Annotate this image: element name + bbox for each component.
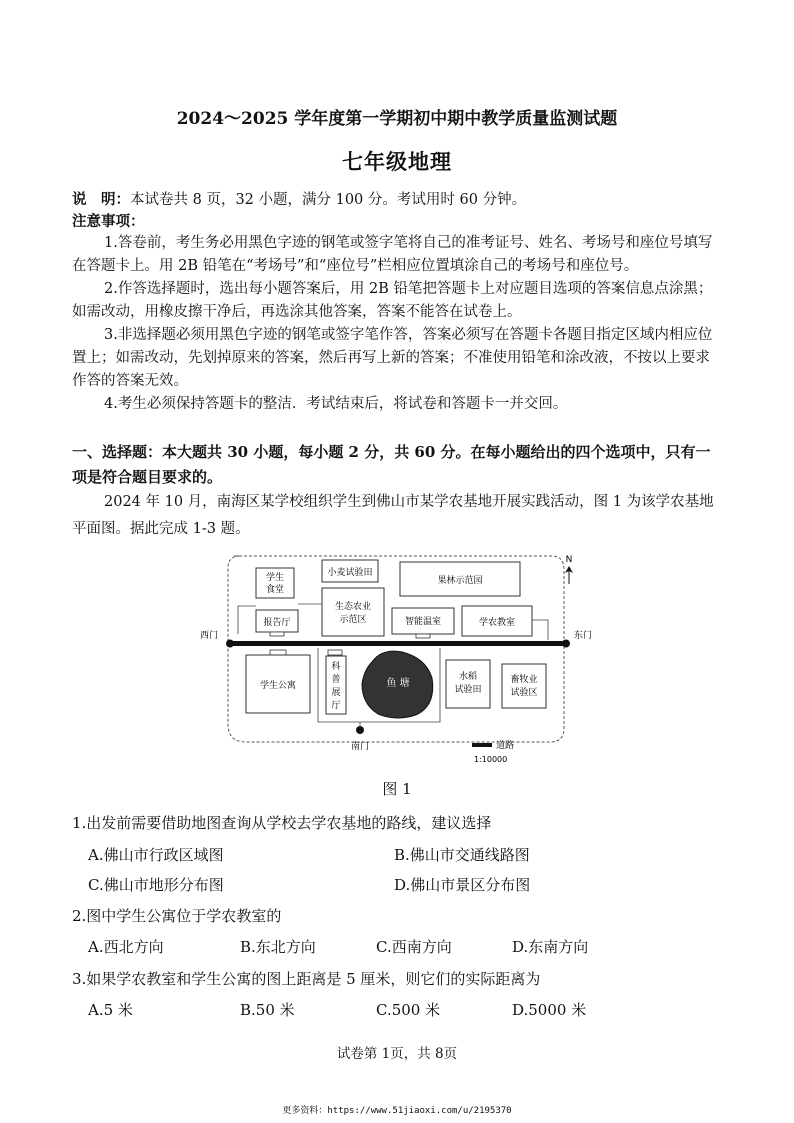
path-west <box>238 606 256 634</box>
dorm-label: 学生公寓 <box>259 681 297 691</box>
notice-list <box>72 232 722 416</box>
scale-label: 1:10000 <box>474 755 508 764</box>
wheat-label: 小麦试验田 <box>327 568 373 578</box>
notice-item: 3.非选择题必须用黑色字迹的钢笔或签字笔作答，答案必须写在答题卡各题目指定区域内相应位置上；如需改动，先划掉原来的答案，然后再写上新的答案；不准使用铅笔和涂改液，不按以上要求作答的答案无效。 <box>72 327 713 389</box>
livestock-area <box>502 664 546 708</box>
south-gate-marker <box>356 726 364 734</box>
section-heading: 一、选择题：本大题共 30 小题，每小题 2 分，共 60 分。在每小题给出的四个选项中，只有一项是符合题目要求的。 <box>72 443 711 486</box>
legend-road-swatch <box>472 743 492 747</box>
description-text: 本试卷共 8 页，32 小题，满分 100 分。考试用时 60 分钟。 <box>130 192 527 208</box>
classroom-label: 学农教室 <box>478 618 516 628</box>
science-label-1: 科 <box>331 662 341 672</box>
path-east <box>532 620 548 640</box>
pond-label: 鱼 塘 <box>386 678 410 689</box>
notice-label: 注意事项： <box>72 213 145 230</box>
option: D.东南方向 <box>512 938 589 956</box>
description-label: 说 明： <box>72 191 130 208</box>
subject-title: 七年级地理 <box>342 149 452 174</box>
question-stem: 3.如果学农教室和学生公寓的图上距离是 5 厘米，则它们的实际距离为 <box>72 970 541 988</box>
main-title: 2024～2025 学年度第一学期初中期中教学质量监测试题 <box>176 109 618 129</box>
option: A.西北方向 <box>88 938 164 956</box>
east-gate-label: 东门 <box>574 631 593 641</box>
option: C.西南方向 <box>376 938 452 956</box>
notice-item: 1.答卷前，考生务必用黑色字迹的钢笔或签字笔将自己的准考证号、姓名、考场号和座位号填写在答题卡上。用 2B 铅笔在“考场号”和“座位号”栏相应位置填涂自己的考场号和座位号。 <box>72 235 713 274</box>
option: B.佛山市交通线路图 <box>394 846 530 864</box>
dorm-door <box>270 650 286 655</box>
section-intro: 2024 年 10 月，南海区某学校组织学生到佛山市某学农基地开展实践活动，图 1 为该学农基地平面图。据此完成 1-3 题。 <box>72 494 714 537</box>
eco-label-1: 生态农业 <box>334 602 372 612</box>
livestock-label-1: 畜牧业 <box>510 675 538 685</box>
rice-label-1: 水稻 <box>458 672 478 682</box>
figure-caption: 图 1 <box>382 780 412 798</box>
west-gate-label: 西门 <box>200 631 219 641</box>
north-label: N <box>565 555 573 565</box>
greenhouse-label: 智能温室 <box>404 617 442 627</box>
orchard-label: 果林示范园 <box>437 576 483 586</box>
option: B.50 米 <box>240 1001 295 1019</box>
option: C.佛山市地形分布图 <box>88 876 224 894</box>
science-label-2: 普 <box>331 675 341 685</box>
notice-item: 4.考生必须保持答题卡的整洁．考试结束后，将试卷和答题卡一并交回。 <box>104 396 568 412</box>
notice-item: 2.作答选择题时，选出每小题答案后，用 2B 铅笔把答题卡上对应题目选项的答案信息点涂黑；如需改动，用橡皮擦干净后，再选涂其他答案，答案不能答在试卷上。 <box>72 281 713 320</box>
option: D.5000 米 <box>512 1001 587 1019</box>
question-stem: 2.图中学生公寓位于学农教室的 <box>72 907 282 925</box>
rice-field <box>446 660 490 708</box>
rice-label-2: 试验田 <box>454 685 482 695</box>
description-line <box>72 188 722 212</box>
eco-label-2: 示范区 <box>339 615 367 625</box>
watermark-link[interactable]: 更多资料：https://www.51jiaoxi.com/u/2195370 <box>282 1106 512 1116</box>
legend-road-label: 道路 <box>496 741 515 751</box>
option: C.500 米 <box>376 1001 441 1019</box>
farm-base-map <box>200 548 593 770</box>
science-label-3: 展 <box>331 688 341 698</box>
science-hall-door <box>328 650 342 655</box>
science-label-4: 厅 <box>331 701 341 711</box>
greenhouse-door <box>416 634 430 638</box>
option: A.5 米 <box>88 1001 133 1019</box>
west-gate-marker <box>226 640 234 648</box>
canteen-label-1: 学生 <box>265 573 285 583</box>
east-gate-marker <box>562 640 570 648</box>
option: D.佛山市景区分布图 <box>394 876 531 894</box>
report-hall-door <box>270 632 284 636</box>
option: A.佛山市行政区域图 <box>88 846 224 864</box>
south-gate-label: 南门 <box>350 742 370 752</box>
canteen-label-2: 食堂 <box>265 585 285 595</box>
eco-farm-area <box>322 588 384 636</box>
livestock-label-2: 试验区 <box>510 688 538 698</box>
option: B.东北方向 <box>240 938 316 956</box>
report-label: 报告厅 <box>263 618 291 628</box>
main-road <box>230 641 566 646</box>
question-stem: 1.出发前需要借助地图查询从学校去学农基地的路线，建议选择 <box>72 814 492 832</box>
page-footer: 试卷第 1页，共 8页 <box>336 1046 458 1062</box>
